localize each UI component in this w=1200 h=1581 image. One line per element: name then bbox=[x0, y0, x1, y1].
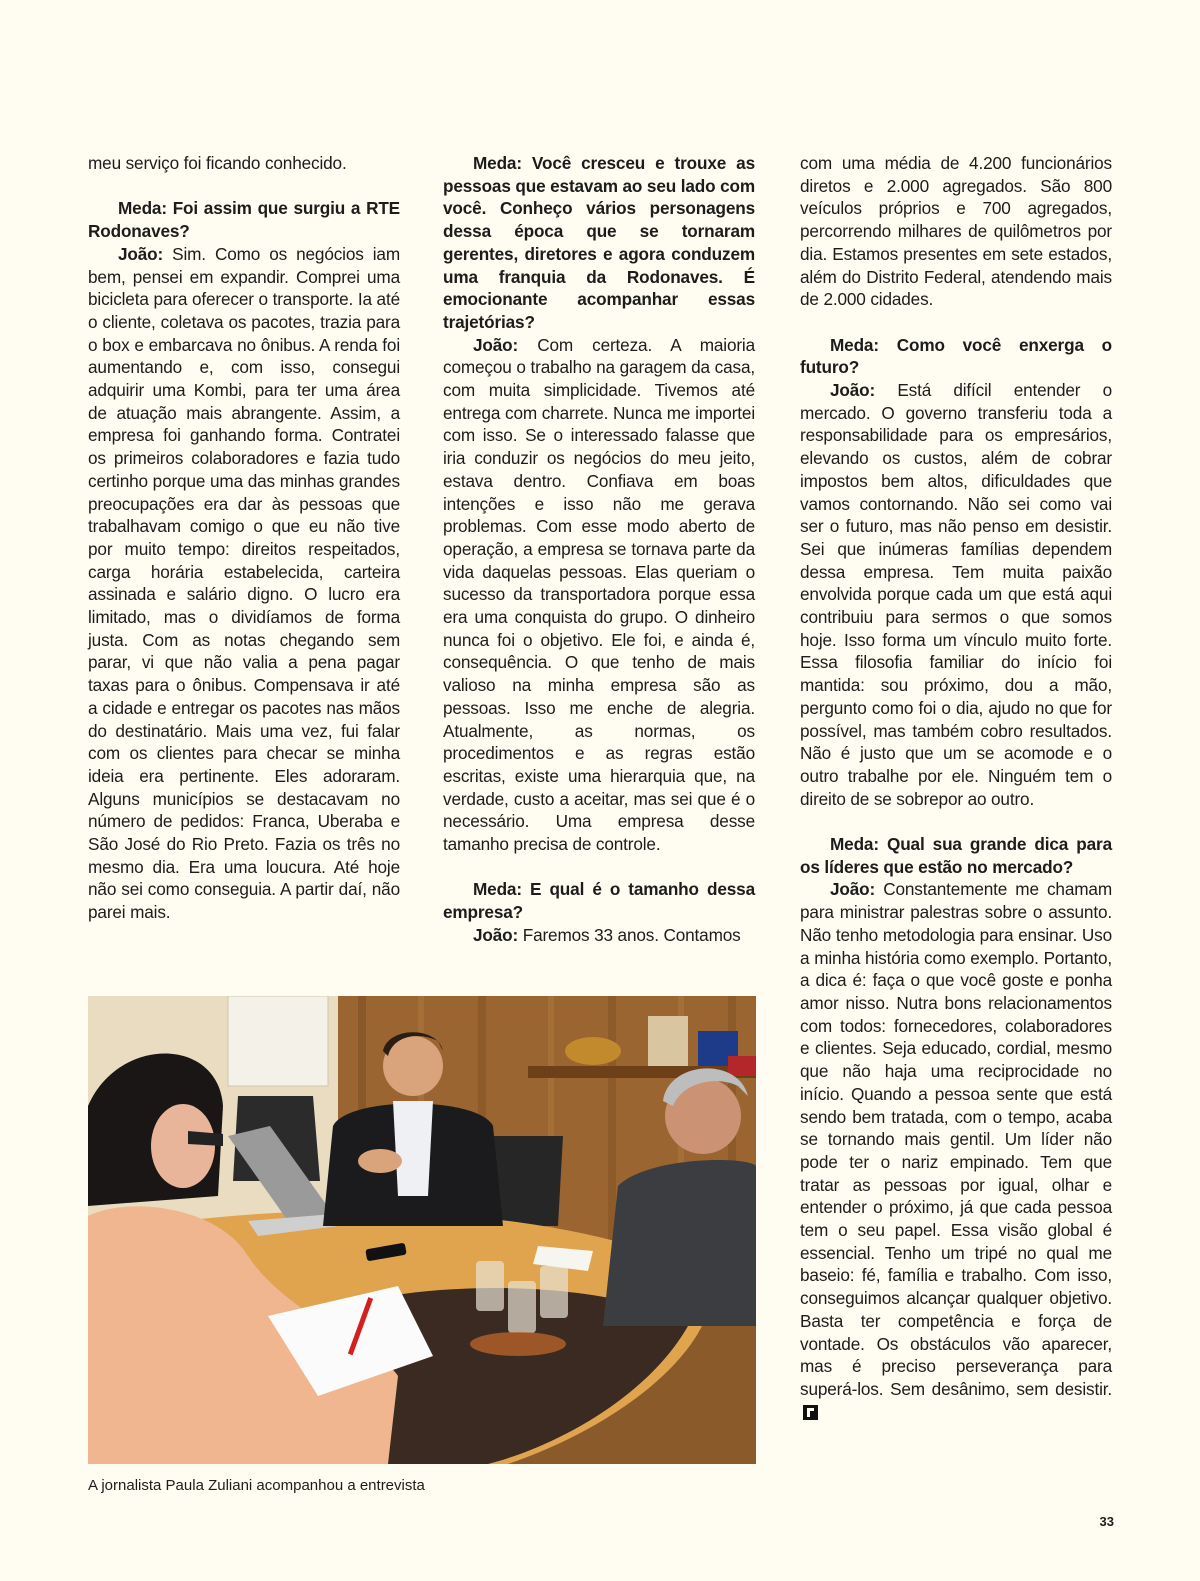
answer-text: Constantemente me chamam para ministrar palestras sobre o assunto. Não tenho metodologia para ensinar. Uso a minha história como exemplo. Portanto, a dica é: faça o que você goste e ponha amor nisso. Nutra bons relacionamentos com todos: fornecedores, colaboradores e clientes. Seja educado, cordial, mesmo que não haja uma reciprocidade no início. Quando a pessoa sente que está sendo bem tratada, com o tempo, acaba se tornando mais gentil. Um líder não pode ter o nariz empinado. Tem que tratar as pessoas por igual, olhar e entender o próximo, já que cada pessoa tem o seu papel. Essa visão global é essencial. Tenho um tripé no qual me baseio: fé, família e trabalho. Com isso, conseguimos alcançar qualquer objetivo. Basta ter competência e força de vontade. Os obstáculos vão aparecer, mas é preciso perseverança para superá-los. Sem desânimo, sem desistir. bbox=[800, 879, 1112, 1399]
paragraph-gap bbox=[800, 810, 1112, 833]
interview-question: Meda: Qual sua grande dica para os líderes que estão no mercado? bbox=[800, 834, 1112, 877]
paragraph-gap bbox=[800, 311, 1112, 334]
page-number: 33 bbox=[1099, 1514, 1114, 1529]
interview-answer bbox=[443, 334, 755, 856]
answer-speaker: João: bbox=[830, 879, 876, 900]
continued-paragraph: com uma média de 4.200 funcionários diretos e 2.000 agregados. São 800 veículos próprios e 700 agregados, percorrendo milhares de quilômetros por dia. Estamos presentes em sete estados, além do Distrito Federal, atendendo mais de 2.000 cidades. bbox=[800, 153, 1112, 310]
answer-speaker: João: bbox=[830, 380, 876, 401]
answer-speaker: João: bbox=[473, 924, 519, 945]
answer-text: Com certeza. A maioria começou o trabalho na garagem da casa, com muita simplicidade. Tivemos até entrega com charrete. Nunca me importei com isso. Se o interessado falasse que iria conduzir os negócios do meu jeito, estava dentro. Confiava em boas intenções e isso não me gerava problemas. Com esse modo aberto de operação, a empresa se tornava parte da vida daquelas pessoas. Elas queriam o sucesso da transportadora porque essa era uma conquista do grupo. O dinheiro nunca foi o objetivo. Ele foi, e ainda é, consequência. O que tenho de mais valioso na minha empresa são as pessoas. Isso me enche de alegria. Atualmente, as normas, os procedimentos e as regras estão escritas, existe uma hierarquia que, na verdade, custo a aceitar, mas sei que é o necessário. Uma empresa desse tamanho precisa de controle. bbox=[443, 334, 755, 855]
answer-text: Está difícil entender o mercado. O governo transferiu toda a responsabilidade para os empresários, elevando os custos, além de cobrar impostos bem altos, dificuldades que vamos contornando. Não sei como vai ser o futuro, mas não penso em desistir. Sei que inúmeras famílias dependem dessa empresa. Tem muita paixão envolvida porque cada um que está aqui contribuiu para sermos o que somos hoje. Isso forma um vínculo muito forte. Essa filosofia familiar do início foi mantida: sou próximo, dou a mão, pergunto como foi o dia, ajudo no que for possível, mas também cobro resultados. Não é justo que um se acomode e o outro trabalhe por ele. Ninguém tem o direito de se sobrepor ao outro. bbox=[800, 380, 1112, 809]
interview-question: Meda: E qual é o tamanho dessa empresa? bbox=[443, 879, 755, 923]
interview-answer bbox=[800, 379, 1112, 810]
article-column-2 bbox=[443, 152, 755, 947]
interview-question: Meda: Foi assim que surgiu a RTE Rodonaves? bbox=[88, 198, 400, 242]
interview-question: Meda: Como você enxerga o futuro? bbox=[800, 334, 1112, 378]
end-of-article-icon bbox=[803, 1405, 818, 1420]
answer-speaker: João: bbox=[473, 334, 519, 355]
paragraph-gap bbox=[88, 175, 400, 198]
interview-photo bbox=[88, 996, 756, 1464]
article-column-3 bbox=[800, 152, 1112, 1423]
photo-caption: A jornalista Paula Zuliani acompanhou a entrevista bbox=[88, 1477, 425, 1494]
interview-answer bbox=[443, 924, 755, 947]
article-column-1 bbox=[88, 152, 400, 924]
answer-text: Faremos 33 anos. Contamos bbox=[518, 924, 741, 945]
interview-question: Meda: Você cresceu e trouxe as pessoas que estavam ao seu lado com você. Conheço vários personagens dessa época que se tornaram gerentes, diretores e agora conduzem uma franquia da Rodonaves. É emocionante acompanhar essas trajetórias? bbox=[443, 153, 755, 332]
answer-speaker: João: bbox=[118, 243, 164, 264]
interview-answer bbox=[800, 878, 1112, 1423]
answer-text: Sim. Como os negócios iam bem, pensei em expandir. Comprei uma bicicleta para oferecer o transporte. Ia até o cliente, coletava os pacotes, trazia para o box e embarcava no ônibus. A renda foi aumentando e, com isso, consegui adquirir uma Kombi, para ter uma área de atuação mais abrangente. Assim, a empresa foi ganhando forma. Contratei os primeiros colaboradores e fazia tudo certinho porque uma das minhas grandes preocupações era dar às pessoas que trabalhavam comigo o que eu não tive por muito tempo: direitos respeitados, carga horária estabelecida, carteira assinada e salário digno. O lucro era limitado, mas o dividíamos de forma justa. Com as notas chegando sem parar, vi que não valia a pena pagar taxas para o ônibus. Compensava ir até a cidade e entregar os pacotes nas mãos do destinatário. Mais uma vez, fui falar com os clientes para checar se minha ideia era pertinente. Eles adoraram. Alguns municípios se destacavam no número de pedidos: Franca, Uberaba e São José do Rio Preto. Fazia os três no mesmo dia. Era uma loucura. Até hoje não sei como conseguia. A partir daí, não parei mais. bbox=[88, 243, 400, 923]
interview-answer bbox=[88, 243, 400, 924]
paragraph-gap bbox=[443, 856, 755, 879]
continued-paragraph: meu serviço foi ficando conhecido. bbox=[88, 153, 347, 173]
